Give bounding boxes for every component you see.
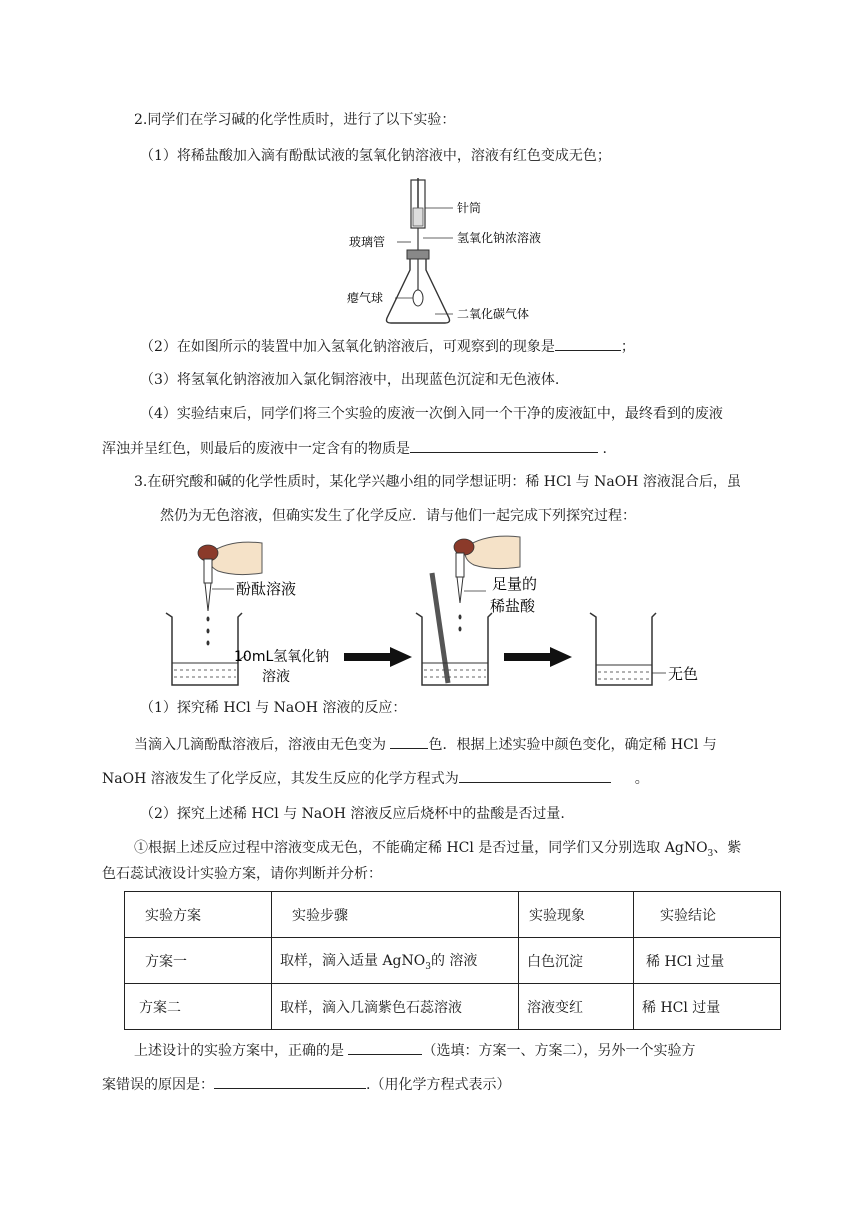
answer-blank-correct-plan[interactable]	[348, 1040, 422, 1055]
label-co2: 二氧化碳气体	[457, 307, 530, 321]
q3-part-4a-text: 上述设计的实验方案中，正确的是	[134, 1043, 349, 1059]
hand-icon	[209, 542, 262, 574]
beaker-3-icon	[590, 613, 656, 685]
header-phenomenon: 实验现象	[519, 892, 634, 938]
label-glass-tube: 玻璃管	[349, 235, 386, 249]
beaker-2-icon	[416, 613, 492, 685]
cell-conclusion-2: 稀 HCl 过量	[634, 984, 781, 1030]
cell-step-1: 取样，滴入适量 AgNO$_3$的 溶液	[272, 938, 519, 984]
label-colorless: 无色	[668, 665, 699, 683]
label-acid-amount: 足量的	[492, 575, 538, 593]
q2-item-4b-end: .	[598, 441, 607, 457]
q3-part-4b	[102, 1074, 510, 1095]
q3-part-4a-mid: （选填：方案一、方案二），另外一个实验方	[422, 1043, 696, 1059]
q2-item-3: （3）将氢氧化钠溶液加入氯化铜溶液中，出现蓝色沉淀和无色液体.	[140, 372, 560, 388]
q3-part-1b-text: NaOH 溶液发生了化学反应，其发生反应的化学方程式为	[102, 771, 459, 787]
label-phenolphthalein: 酚酞溶液	[236, 580, 297, 598]
q3-part-4a	[134, 1040, 695, 1061]
beaker-1-icon	[166, 613, 242, 685]
balloon-icon	[413, 290, 423, 306]
q3-part-3a-sub: 3	[707, 848, 714, 859]
q3-part-3a-post: 、紫	[713, 840, 742, 856]
hand-icon-2	[465, 536, 520, 568]
q2-item-2-end: ；	[620, 339, 635, 355]
answer-blank-1[interactable]	[555, 336, 621, 351]
q3-part-1b-end: 。	[634, 771, 649, 787]
q2-item-4a: （4）实验结束后，同学们将三个实验的废液一次倒入同一个干净的废液缸中，最终看到的废液	[140, 406, 723, 422]
q3-stem-a: 3.在研究酸和碱的化学性质时，某化学兴趣小组的同学想证明：稀 HCl 与 NaOH 溶液混合后，虽	[134, 474, 741, 490]
header-step: 实验步骤	[272, 892, 519, 938]
experiment-table	[124, 891, 781, 1030]
table-header-row	[125, 892, 781, 938]
label-dilute-hcl: 稀盐酸	[490, 597, 536, 615]
header-conclusion: 实验结论	[634, 892, 781, 938]
glass-rod-icon	[432, 573, 448, 683]
cell-step-2: 取样，滴入几滴紫色石蕊溶液	[272, 984, 519, 1030]
q3-stem-b: 然仍为无色溶液，但确实发生了化学反应．请与他们一起完成下列探究过程：	[160, 508, 636, 524]
q3-part-1a-mid: 色．根据上述实验中颜色变化，确定稀 HCl 与	[428, 737, 717, 753]
cell-plan-2: 方案二	[125, 984, 272, 1030]
table-row	[125, 984, 781, 1030]
q2-stem: 2.同学们在学习碱的化学性质时，进行了以下实验：	[134, 112, 456, 128]
cell-plan-1: 方案一	[125, 938, 272, 984]
cell-phenomenon-1: 白色沉淀	[519, 938, 634, 984]
label-balloon: 瘪气球	[347, 291, 384, 305]
co2-flask-figure	[335, 178, 555, 328]
label-syringe: 针筒	[457, 201, 482, 215]
q3-part-3a-text: ①根据上述反应过程中溶液变成无色，不能确定稀 HCl 是否过量，同学们又分别选取 AgNO	[134, 840, 708, 856]
arrow-right-icon-2	[504, 647, 572, 667]
q3-part-1: （1）探究稀 HCl 与 NaOH 溶液的反应：	[140, 700, 407, 716]
q2-item-1: （1）将稀盐酸加入滴有酚酞试液的氢氧化钠溶液中，溶液有红色变成无色；	[140, 148, 611, 164]
q3-part-1a-text: 当滴入几滴酚酞溶液后，溶液由无色变为	[134, 737, 391, 753]
q3-part-1a	[134, 734, 717, 755]
q3-part-3b: 色石蕊试液设计实验方案，请你判断并分析：	[102, 866, 382, 882]
q3-part-1b	[102, 768, 649, 789]
q3-part-2: （2）探究上述稀 HCl 与 NaOH 溶液反应后烧杯中的盐酸是否过量.	[140, 806, 565, 822]
label-naoh-solution: 溶液	[262, 669, 290, 685]
table-row	[125, 938, 781, 984]
answer-blank-2[interactable]	[410, 438, 598, 453]
header-plan: 实验方案	[125, 892, 272, 938]
q2-item-2-text: （2）在如图所示的装置中加入氢氧化钠溶液后，可观察到的现象是	[140, 339, 555, 355]
q2-item-4b	[102, 438, 607, 459]
answer-blank-color[interactable]	[390, 734, 428, 749]
label-naoh-10ml: 10mL氢氧化钠	[234, 649, 330, 665]
q2-item-4b-text: 浑浊并呈红色，则最后的废液中一定含有的物质是	[102, 441, 410, 457]
q2-item-2	[140, 336, 635, 357]
q3-part-4b-text: 案错误的原因是：	[102, 1077, 214, 1093]
beaker-experiment-figure	[150, 533, 710, 693]
label-naoh: 氢氧化钠浓溶液	[457, 231, 542, 245]
cell-conclusion-1: 稀 HCl 过量	[634, 938, 781, 984]
arrow-right-icon	[344, 647, 412, 667]
answer-blank-equation[interactable]	[459, 768, 611, 783]
cell-phenomenon-2: 溶液变红	[519, 984, 634, 1030]
q3-part-3a	[134, 838, 741, 864]
answer-blank-reason[interactable]	[214, 1074, 366, 1089]
q3-part-4b-end: .（用化学方程式表示）	[366, 1077, 511, 1093]
